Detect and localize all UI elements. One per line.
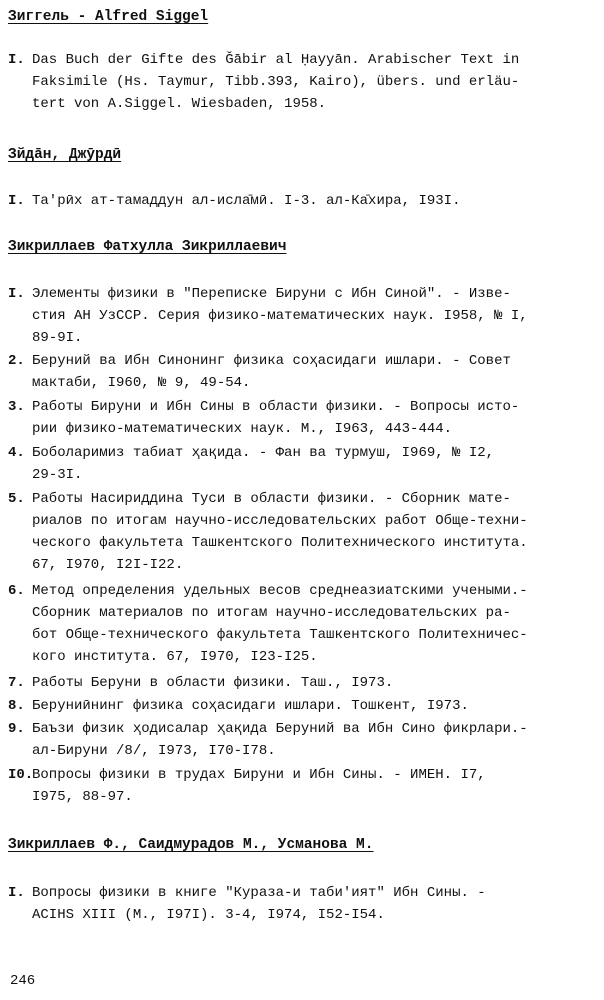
entry-zikrillaev-6 xyxy=(8,580,594,668)
entry-line: I975, 88-97. xyxy=(32,789,133,805)
author-heading-zaydan: Зйдāн, Джӯрдӣ xyxy=(8,147,122,163)
entry-line: Баъзи физик ҳодисалар ҳақида Беруний ва Ибн Сино фикрлари.- xyxy=(32,721,528,737)
entry-number: I0. xyxy=(8,767,34,783)
entry-number: 9. xyxy=(8,721,25,737)
entry-line: ческого факультета Ташкентского Политехнического института. xyxy=(32,535,528,551)
entry-line: Беруний ва Ибн Синонинг физика соҳасидаги ишлари. - Совет xyxy=(32,353,511,369)
entry-line: Вопросы физики в книге "Кураза-и таби'ият" Ибн Сины. - xyxy=(32,885,486,901)
entry-zikrillaev-7 xyxy=(8,672,594,694)
entry-number: 2. xyxy=(8,353,25,369)
author-heading-zikrillaev: Зикриллаев Фатхулла Зикриллаевич xyxy=(8,239,287,255)
entry-line: Вопросы физики в трудах Бируни и Ибн Сины. - ИМЕН. I7, xyxy=(32,767,486,783)
entry-line: 29-3I. xyxy=(32,467,83,483)
entry-zaydan-1 xyxy=(8,190,594,212)
entry-line: Сборник материалов по итогам научно-исследовательских ра- xyxy=(32,605,511,621)
entry-line: tert von A.Siggel. Wiesbaden, 1958. xyxy=(32,96,327,112)
entry-zikrillaev-2 xyxy=(8,350,594,394)
entry-number: I. xyxy=(8,286,25,302)
entry-line: рии физико-математических наук. М., I963, 443-444. xyxy=(32,421,453,437)
entry-zikrillaev-3 xyxy=(8,396,594,440)
entry-number: 3. xyxy=(8,399,25,415)
author-heading-siggel: Зиггель - Alfred Siggel xyxy=(8,9,209,25)
entry-number: 4. xyxy=(8,445,25,461)
entry-zikrillaev-8 xyxy=(8,695,594,717)
entry-line: Боболаримиз табиат ҳақида. - Фан ва турмуш, I969, № I2, xyxy=(32,445,495,461)
entry-line: 67, I970, I2I-I22. xyxy=(32,557,184,573)
author-heading-coauthors: Зикриллаев Ф., Саидмурадов М., Усманова М. xyxy=(8,837,374,853)
entry-line: ал-Бируни /8/, I973, I70-I78. xyxy=(32,743,276,759)
entry-number: I. xyxy=(8,52,25,68)
entry-line: Элементы физики в "Переписке Бируни с Ибн Синой". - Изве- xyxy=(32,286,511,302)
entry-number: 6. xyxy=(8,583,25,599)
entry-number: 7. xyxy=(8,675,25,691)
entry-zikrillaev-4 xyxy=(8,442,594,486)
entry-line: Та'рӣх ат-тамаддун ал-исла̄мӣ. I-3. ал-Ка̄хира, I93I. xyxy=(32,193,461,209)
entry-line: Работы Беруни в области физики. Таш., I973. xyxy=(32,675,394,691)
entry-line: 89-9I. xyxy=(32,330,83,346)
entry-line: Метод определения удельных весов среднеазиатскими учеными.- xyxy=(32,583,528,599)
entry-number: 5. xyxy=(8,491,25,507)
entry-line: Faksimile (Hs. Taymur, Tibb.393, Kairo), übers. und erläu- xyxy=(32,74,520,90)
entry-line: Работы Насириддина Туси в области физики. - Сборник мате- xyxy=(32,491,511,507)
entry-number: I. xyxy=(8,885,25,901)
entry-line: ACIHS XIII (М., I97I). 3-4, I974, I52-I54. xyxy=(32,907,385,923)
entry-number: I. xyxy=(8,193,25,209)
entry-line: мактаби, I960, № 9, 49-54. xyxy=(32,375,251,391)
entry-zikrillaev-1 xyxy=(8,283,594,349)
entry-line: Работы Бируни и Ибн Сины в области физики. - Вопросы исто- xyxy=(32,399,520,415)
entry-zikrillaev-9 xyxy=(8,718,594,762)
entry-coauthors-1 xyxy=(8,882,594,926)
entry-line: Das Buch der Gifte des Ğābir al Ḥayyān. Arabischer Text in xyxy=(32,52,520,68)
entry-line: бот Обще-технического факультета Ташкентского Политехничес- xyxy=(32,627,528,643)
entry-siggel-1 xyxy=(8,49,594,115)
entry-line: кого института. 67, I970, I23-I25. xyxy=(32,649,318,665)
entry-line: риалов по итогам научно-исследовательских работ Обще-техни- xyxy=(32,513,528,529)
entry-zikrillaev-10 xyxy=(8,764,594,808)
entry-line: Беруниӣнинг физика соҳасидаги ишлари. Тошкент, I973. xyxy=(32,698,469,714)
entry-zikrillaev-5 xyxy=(8,488,594,576)
page-number: 246 xyxy=(10,973,36,989)
entry-number: 8. xyxy=(8,698,25,714)
entry-line: стия АН УзССР. Серия физико-математических наук. I958, № I, xyxy=(32,308,528,324)
